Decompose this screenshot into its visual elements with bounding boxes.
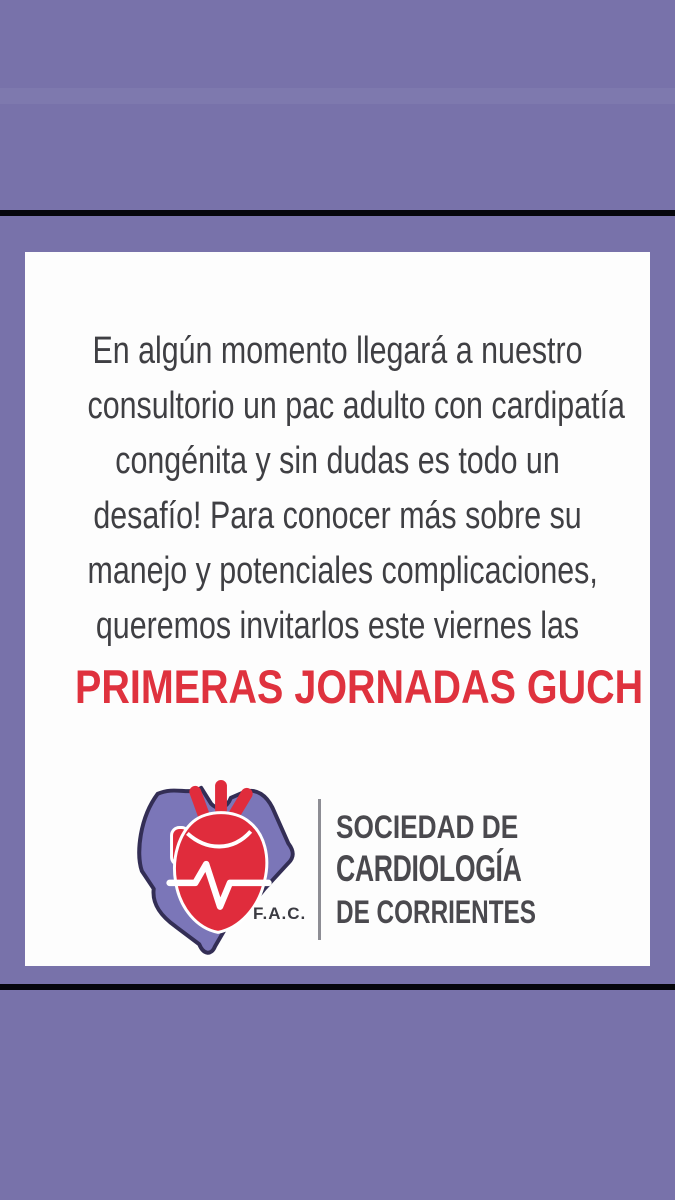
corrientes-map-heart-icon: [128, 778, 316, 966]
announcement-card: [25, 252, 650, 966]
logo-divider: [318, 799, 321, 940]
event-headline: PRIMERAS JORNADAS GUCH: [75, 660, 644, 713]
body-text-line: En algún momento llegará a nuestro: [92, 330, 583, 372]
society-name-line3: DE CORRIENTES: [336, 894, 536, 930]
fac-label: F.A.C.: [253, 904, 307, 923]
body-text-line: manejo y potenciales complicaciones,: [87, 550, 598, 592]
body-text-line: desafío! Para conocer más sobre su: [93, 495, 582, 537]
body-text-line: congénita y sin dudas es todo un: [115, 440, 560, 482]
society-name-line2: CARDIOLOGÍA: [336, 848, 522, 889]
body-text-line: queremos invitarlos este viernes las: [95, 605, 580, 647]
society-logo: [25, 252, 650, 966]
body-text-line: consultorio un pac adulto con cardipatía: [87, 385, 625, 427]
background-sheen-band: [0, 88, 675, 104]
image-frame-bottom-line: [0, 984, 675, 990]
society-name-line1: SOCIEDAD DE: [336, 809, 519, 845]
image-frame-top-line: [0, 210, 675, 216]
society-name: [336, 808, 599, 933]
